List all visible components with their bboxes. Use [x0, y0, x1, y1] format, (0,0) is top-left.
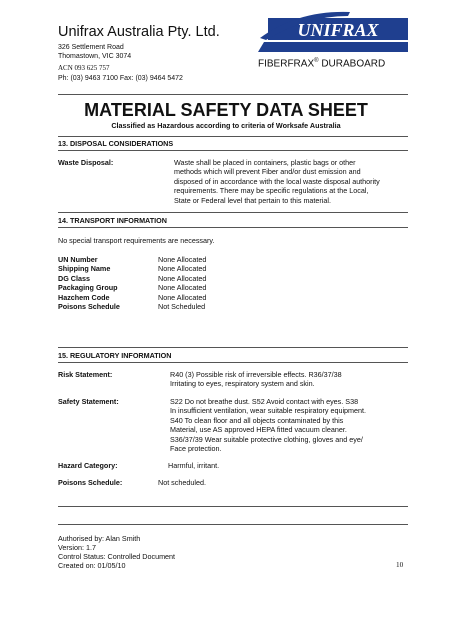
text-line: S40 To clean floor and all objects contaminated by this — [170, 415, 344, 425]
table-row — [58, 264, 206, 273]
text-line: State or Federal level that pertain to this material. — [174, 195, 332, 205]
text-line: Material, use AS approved HEPA fitted vacuum cleaner. — [170, 425, 347, 435]
text-line: disposed of in accordance with the local waste disposal authority — [174, 176, 380, 186]
safety-statement-text — [170, 397, 430, 453]
unifrax-logo — [258, 8, 408, 52]
table-row — [58, 302, 206, 311]
section-15-divider-top — [58, 347, 408, 348]
transport-intro: No special transport requirements are necessary. — [58, 236, 215, 245]
table-row — [58, 283, 206, 292]
page-number: 10 — [396, 561, 404, 569]
row-label: Shipping Name — [58, 264, 111, 274]
header-divider — [58, 94, 408, 95]
authorised-by: Authorised by: Alan Smith — [58, 534, 141, 543]
section-14-heading: 14. TRANSPORT INFORMATION — [58, 216, 167, 225]
document-title: MATERIAL SAFETY DATA SHEET — [84, 100, 368, 120]
row-value: Not Scheduled — [158, 302, 206, 312]
text-line: requirements. There may be specific regulations at the Local, — [174, 186, 369, 196]
phone-fax: Ph: (03) 9463 7100 Fax: (03) 9464 5472 — [58, 75, 183, 82]
address-line-2: Thomastown, VIC 3074 — [58, 53, 132, 60]
row-value: None Allocated — [158, 283, 207, 293]
acn-number: ACN 093 625 757 — [58, 64, 110, 72]
poisons-schedule-label: Poisons Schedule: — [58, 478, 123, 487]
text-line: R40 (3) Possible risk of irreversible effects. R36/37/38 — [170, 370, 342, 379]
text-line: S22 Do not breathe dust. S52 Avoid contact with eyes. S38 — [170, 397, 359, 406]
text-line: methods which will prevent Fiber and/or dust emission and — [174, 167, 361, 177]
section-13-divider — [58, 150, 408, 151]
created-on: Created on: 01/05/10 — [58, 561, 126, 570]
table-row — [58, 293, 206, 302]
text-line: Face protection. — [170, 444, 222, 454]
hazard-category-value: Harmful, irritant. — [168, 461, 220, 470]
table-row — [58, 274, 206, 283]
row-value: None Allocated — [158, 273, 207, 283]
company-name: Unifrax Australia Pty. Ltd. — [58, 24, 220, 40]
text-line: Waste shall be placed in containers, plastic bags or other — [174, 158, 356, 167]
row-value: None Allocated — [158, 264, 207, 274]
row-label: UN Number — [58, 255, 98, 264]
footer-divider — [58, 524, 408, 525]
footer-divider-top — [58, 506, 408, 507]
version: Version: 1.7 — [58, 543, 96, 552]
risk-statement-text — [170, 370, 430, 389]
section-15-heading: 15. REGULATORY INFORMATION — [58, 351, 172, 360]
document-subtitle: Classified as Hazardous according to criteria of Worksafe Australia — [111, 121, 341, 130]
section-14-divider — [58, 227, 408, 228]
risk-statement-label: Risk Statement: — [58, 370, 113, 379]
row-label: Hazchem Code — [58, 292, 110, 302]
control-status: Control Status: Controlled Document — [58, 552, 176, 561]
text-line: In insufficient ventilation, wear suitable respiratory equipment. — [170, 406, 367, 416]
section-14-divider-top — [58, 212, 408, 213]
section-15-divider — [58, 362, 408, 363]
row-value: None Allocated — [158, 292, 207, 302]
safety-statement-label: Safety Statement: — [58, 397, 119, 406]
hazard-category-label: Hazard Category: — [58, 461, 118, 470]
row-value: None Allocated — [158, 255, 207, 264]
svg-text:UNIFRAX: UNIFRAX — [297, 20, 379, 40]
row-label: Poisons Schedule — [58, 302, 120, 312]
transport-table — [58, 255, 206, 311]
section-13-heading: 13. DISPOSAL CONSIDERATIONS — [58, 139, 174, 148]
waste-disposal-label: Waste Disposal: — [58, 158, 114, 167]
section-13-divider-top — [58, 136, 408, 137]
table-row — [58, 255, 206, 264]
waste-disposal-text — [174, 158, 424, 205]
address-line-1: 326 Settlement Road — [58, 44, 124, 51]
row-label: Packaging Group — [58, 283, 118, 293]
row-label: DG Class — [58, 273, 90, 283]
poisons-schedule-value: Not scheduled. — [158, 478, 206, 487]
text-line: Irritating to eyes, respiratory system and skin. — [170, 379, 315, 389]
product-name: FIBERFRAX® DURABOARD — [258, 58, 386, 70]
text-line: S36/37/39 Wear suitable protective clothing, gloves and eye/ — [170, 434, 363, 444]
